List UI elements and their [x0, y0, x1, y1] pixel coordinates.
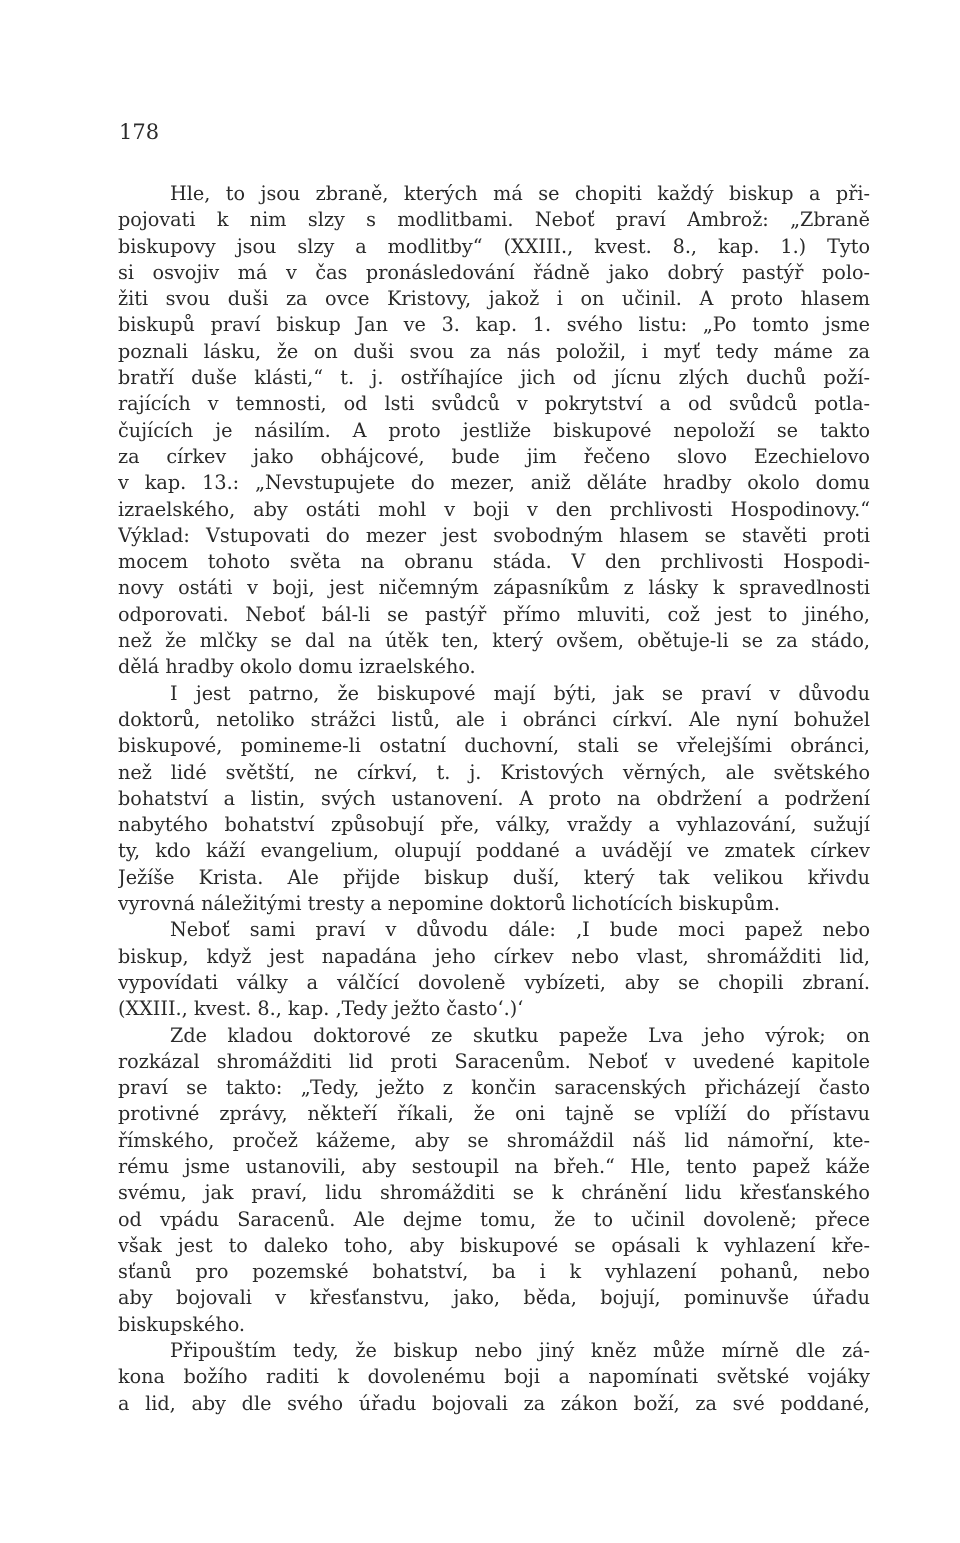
text-line: římského, pročež kážeme, aby se shromáždil náš lid námořní, kte-	[118, 1128, 870, 1152]
text-line: Ježíše Krista. Ale přijde biskup duší, který tak velikou křivdu	[118, 865, 870, 889]
text-line: Výklad: Vstupovati do mezer jest svobodným hlasem se stavěti proti	[118, 523, 870, 547]
text-line: rozkázal shromážditi lid proti Saracenům. Neboť v uvedené kapitole	[118, 1049, 870, 1073]
text-line: svému, jak praví, lidu shromážditi se k chránění lidu křesťanského	[118, 1181, 870, 1205]
text-line: od vpádu Saracenů. Ale dejme tomu, že to učinil dovoleně; přece	[118, 1207, 870, 1231]
text-line: za církev jako obhájcové, bude jim řečeno slovo Ezechielovo	[118, 444, 870, 468]
text-line: vyrovná náležitými tresty a nepomine doktorů lichotících biskupům.	[118, 892, 781, 916]
text-line: bratří duše klásti,“ t. j. ostříhajíce jich od jícnu zlých duchů poží-	[118, 366, 870, 390]
text-line: a lid, aby dle svého úřadu bojovali za zákon boží, za své poddané,	[118, 1391, 870, 1415]
page-number: 178	[119, 120, 160, 144]
text-line: biskup, když jest napadána jeho církev nebo vlast, shromážditi lid,	[118, 944, 870, 968]
text-line: však jest to daleko toho, aby biskupové se opásali k vyhlazení kře-	[118, 1233, 870, 1257]
text-line: rajících v temnosti, od lsti svůdců v pokrytství a od svůdců potla-	[118, 392, 870, 416]
text-line: Připouštím tedy, že biskup nebo jiný kněz může mírně dle zá-	[170, 1339, 870, 1363]
text-line: mocem tohoto světa na obranu stáda. V den prchlivosti Hospodi-	[118, 550, 870, 574]
text-line: než lidé světští, ne církví, t. j. Kristových věrných, ale světského	[118, 760, 870, 784]
text-line: izraelského, aby ostáti mohl v boji v den prchlivosti Hospodinovy.“	[118, 497, 870, 521]
text-line: Hle, to jsou zbraně, kterých má se chopiti každý biskup a při-	[170, 182, 870, 205]
text-line: (XXIII., kvest. 8., kap. ‚Tedy ježto často‘.)‘	[118, 997, 524, 1021]
text-line: sťanů pro pozemské bohatství, ba i k vyhlazení pohanů, nebo	[118, 1260, 870, 1284]
text-line: biskupovy jsou slzy a modlitby“ (XXIII., kvest. 8., kap. 1.) Tyto	[118, 234, 870, 258]
text-line: I jest patrno, že biskupové mají býti, jak se praví v důvodu	[170, 681, 870, 705]
text-line: protivné zprávy, někteří říkali, že oni tajně se vplíží do přístavu	[118, 1102, 870, 1126]
text-line: v kap. 13.: „Nevstupujete do mezer, aniž děláte hradby okolo domu	[118, 471, 870, 495]
text-line: kona božího raditi k dovolenému boji a napomínati světské vojáky	[118, 1365, 870, 1389]
text-line: než že mlčky se dal na útěk ten, který ovšem, obětuje-li se za stádo,	[118, 629, 870, 653]
text-line: ty, kdo káží evangelium, olupují poddané a uvádějí ve zmatek církev	[118, 839, 870, 863]
text-line: nabytého bohatství způsobují pře, války, vraždy a vyhlazování, sužují	[118, 813, 870, 837]
text-line: vypovídati války a válčící dovoleně vybízeti, aby se chopili zbraní.	[118, 970, 870, 994]
text-line: pojovati k nim slzy s modlitbami. Neboť praví Ambrož: „Zbraně	[118, 208, 870, 232]
text-line: rému jsme ustanovili, aby sestoupil na břeh.“ Hle, tento papež káže	[118, 1154, 870, 1178]
text-line: si osvojiv má v čas pronásledování řádně jako dobrý pastýř polo-	[118, 260, 870, 284]
text-line: novy ostáti v boji, jest ničemným zápasníkům z lásky k spravedlnosti	[118, 576, 870, 600]
text-line: Neboť sami praví v důvodu dále: ‚I bude moci papež nebo	[170, 918, 870, 942]
text-line: dělá hradby okolo domu izraelského.	[118, 655, 476, 679]
text-line: žiti svou duši za ovce Kristovy, jakož i on učinil. A proto hlasem	[118, 287, 870, 311]
text-line: doktorů, netoliko strážci listů, ale i obránci církví. Ale nyní bohužel	[118, 707, 870, 731]
text-line: bohatství a listin, svých ustanovení. A proto na obdržení a podržení	[118, 786, 870, 810]
text-line: biskupové, pomineme-li ostatní duchovní, stali se vřelejšími obránci,	[118, 734, 870, 758]
text-line: praví se takto: „Tedy, ježto z končin saracenských přicházejí často	[118, 1076, 870, 1100]
text-line: aby bojovali v křesťanstvu, jako, běda, bojují, pominuvše úřadu	[118, 1286, 870, 1310]
text-line: odporovati. Neboť bál-li se pastýř přímo mluviti, což jest to jiného,	[118, 602, 870, 626]
text-line: biskupů praví biskup Jan ve 3. kap. 1. svého listu: „Po tomto jsme	[118, 313, 870, 337]
text-line: biskupského.	[118, 1312, 246, 1336]
body-text	[118, 181, 870, 1417]
text-line: čujících je násilím. A proto jestliže biskupové nepoloží se takto	[118, 418, 870, 442]
text-line: Zde kladou doktorové ze skutku papeže Lva jeho výrok; on	[170, 1023, 870, 1047]
text-line: poznali lásku, že on duši svou za nás položil, i myť tedy máme za	[118, 339, 870, 363]
